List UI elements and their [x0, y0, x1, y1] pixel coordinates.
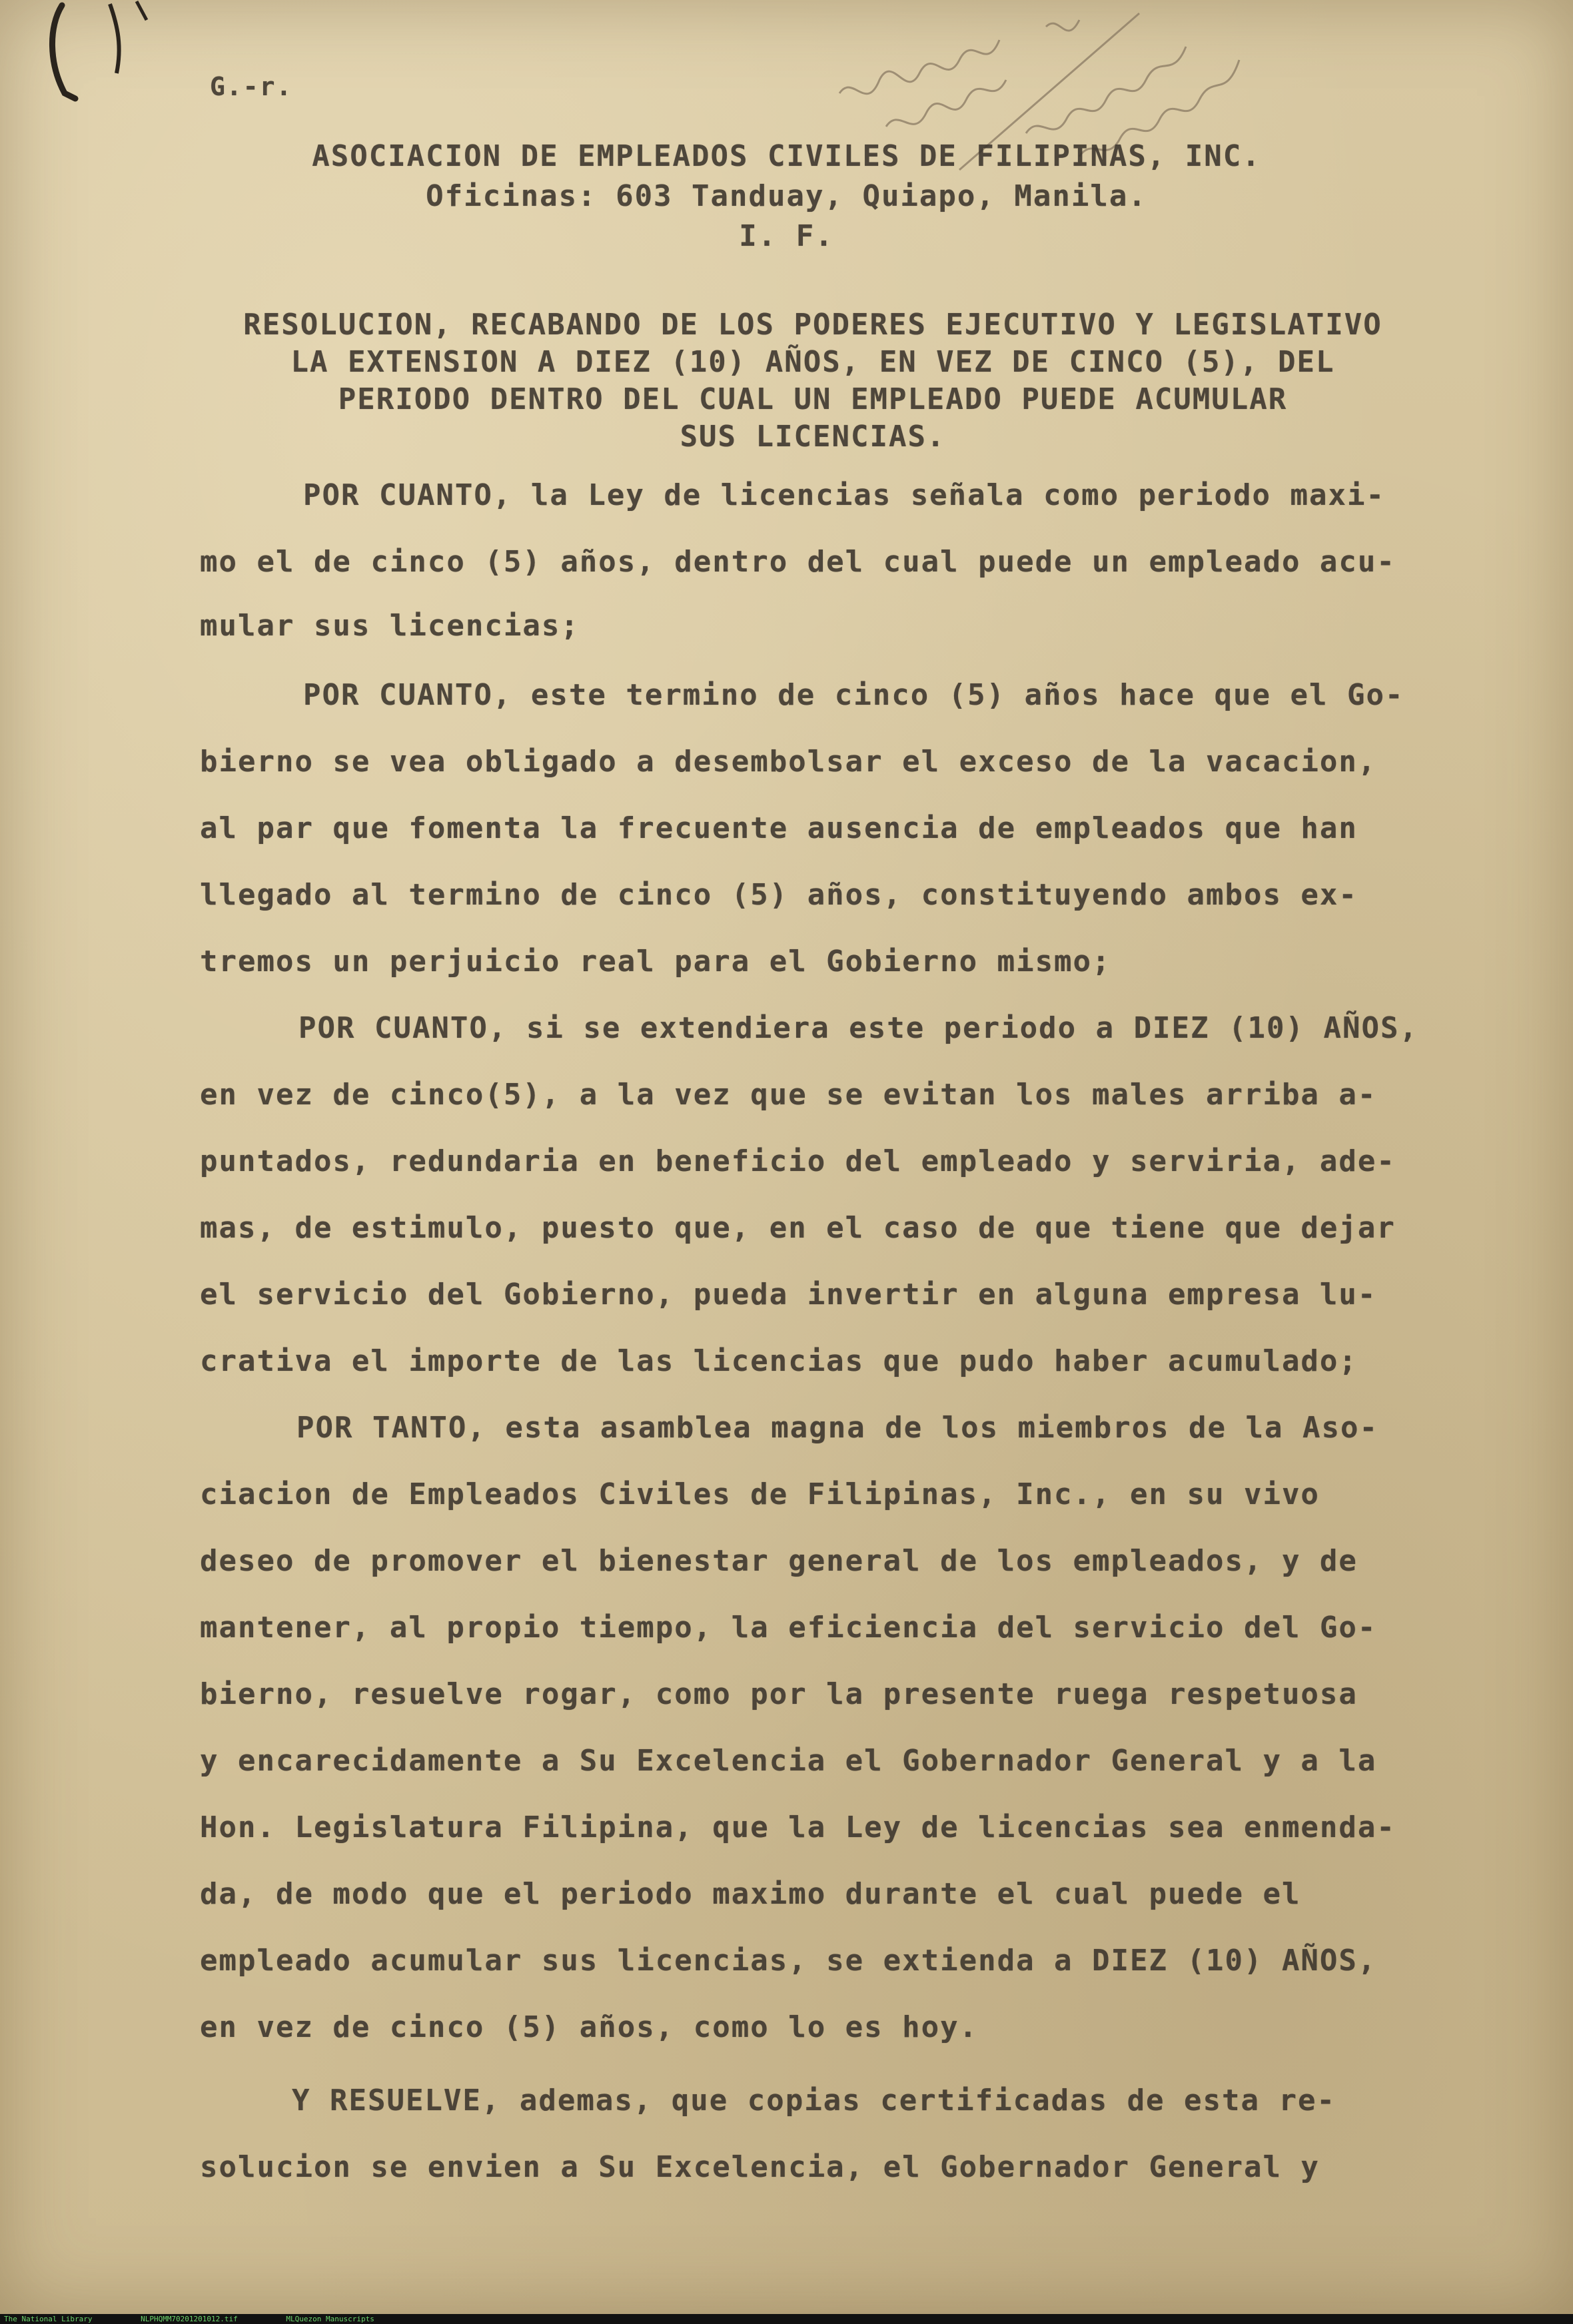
organization-name: ASOCIACION DE EMPLEADOS CIVILES DE FILIPINAS, INC.	[312, 139, 1261, 173]
margin-bracket-mark	[37, 0, 163, 110]
body-line: en vez de cinco(5), a la vez que se evitan los males arriba a-	[200, 1078, 1377, 1112]
initials: I. F.	[739, 219, 834, 253]
title-line: RESOLUCION, RECABANDO DE LOS PODERES EJECUTIVO Y LEGISLATIVO	[243, 308, 1382, 342]
body-line: da, de modo que el periodo maximo durante el cual puede el	[200, 1877, 1301, 1911]
body-line: empleado acumular sus licencias, se extienda a DIEZ (10) AÑOS,	[200, 1944, 1377, 1978]
title-line: SUS LICENCIAS.	[680, 420, 946, 454]
body-line: bierno se vea obligado a desembolsar el exceso de la vacacion,	[200, 745, 1377, 779]
body-line: y encarecidamente a Su Excelencia el Gobernador General y a la	[200, 1744, 1377, 1778]
title-line: PERIODO DENTRO DEL CUAL UN EMPLEADO PUEDE ACUMULAR	[338, 382, 1288, 416]
body-line: POR CUANTO, este termino de cinco (5) años hace que el Go-	[303, 678, 1404, 712]
body-line: mantener, al propio tiempo, la eficiencia del servicio del Go-	[200, 1611, 1377, 1645]
body-line: en vez de cinco (5) años, como lo es hoy.	[200, 2010, 979, 2044]
office-address: Oficinas: 603 Tanduay, Quiapo, Manila.	[426, 179, 1147, 213]
body-line: llegado al termino de cinco (5) años, constituyendo ambos ex-	[200, 878, 1358, 912]
body-line: bierno, resuelve rogar, como por la presente ruega respetuosa	[200, 1677, 1358, 1711]
body-line: POR CUANTO, si se extendiera este periodo a DIEZ (10) AÑOS,	[298, 1011, 1418, 1045]
footer-file: NLPHQMM70201201012.tif	[141, 2315, 238, 2323]
footer-collection: MLQuezon Manuscripts	[286, 2315, 374, 2323]
body-line: crativa el importe de las licencias que pudo haber acumulado;	[200, 1344, 1358, 1378]
body-line: mo el de cinco (5) años, dentro del cual puede un empleado acu-	[200, 545, 1396, 579]
body-line: puntados, redundaria en beneficio del empleado y serviria, ade-	[200, 1144, 1396, 1178]
body-line: deseo de promover el bienestar general de los empleados, y de	[200, 1544, 1358, 1578]
scan-footer	[0, 2314, 1573, 2324]
body-line: mas, de estimulo, puesto que, en el caso de que tiene que dejar	[200, 1211, 1396, 1245]
title-line: LA EXTENSION A DIEZ (10) AÑOS, EN VEZ DE CINCO (5), DEL	[290, 345, 1335, 379]
body-line: POR TANTO, esta asamblea magna de los miembros de la Aso-	[296, 1411, 1378, 1445]
body-line: el servicio del Gobierno, pueda invertir en alguna empresa lu-	[200, 1278, 1377, 1312]
body-line: ciacion de Empleados Civiles de Filipinas, Inc., en su vivo	[200, 1477, 1320, 1511]
footer-library: The National Library	[4, 2315, 93, 2323]
body-line: solucion se envien a Su Excelencia, el Gobernador General y	[200, 2150, 1320, 2184]
reference-code: G.-r.	[210, 72, 293, 101]
body-line: tremos un perjuicio real para el Gobierno mismo;	[200, 945, 1111, 978]
letterhead	[0, 137, 1573, 256]
body-line: mular sus licencias;	[200, 609, 580, 643]
body-line: Y RESUELVE, ademas, que copias certificadas de esta re-	[292, 2084, 1336, 2118]
body-line: POR CUANTO, la Ley de licencias señala como periodo maxi-	[303, 478, 1385, 512]
body-line: Hon. Legislatura Filipina, que la Ley de licencias sea enmenda-	[200, 1810, 1396, 1844]
body-line: al par que fomenta la frecuente ausencia de empleados que han	[200, 811, 1358, 845]
resolution-title	[200, 306, 1426, 456]
